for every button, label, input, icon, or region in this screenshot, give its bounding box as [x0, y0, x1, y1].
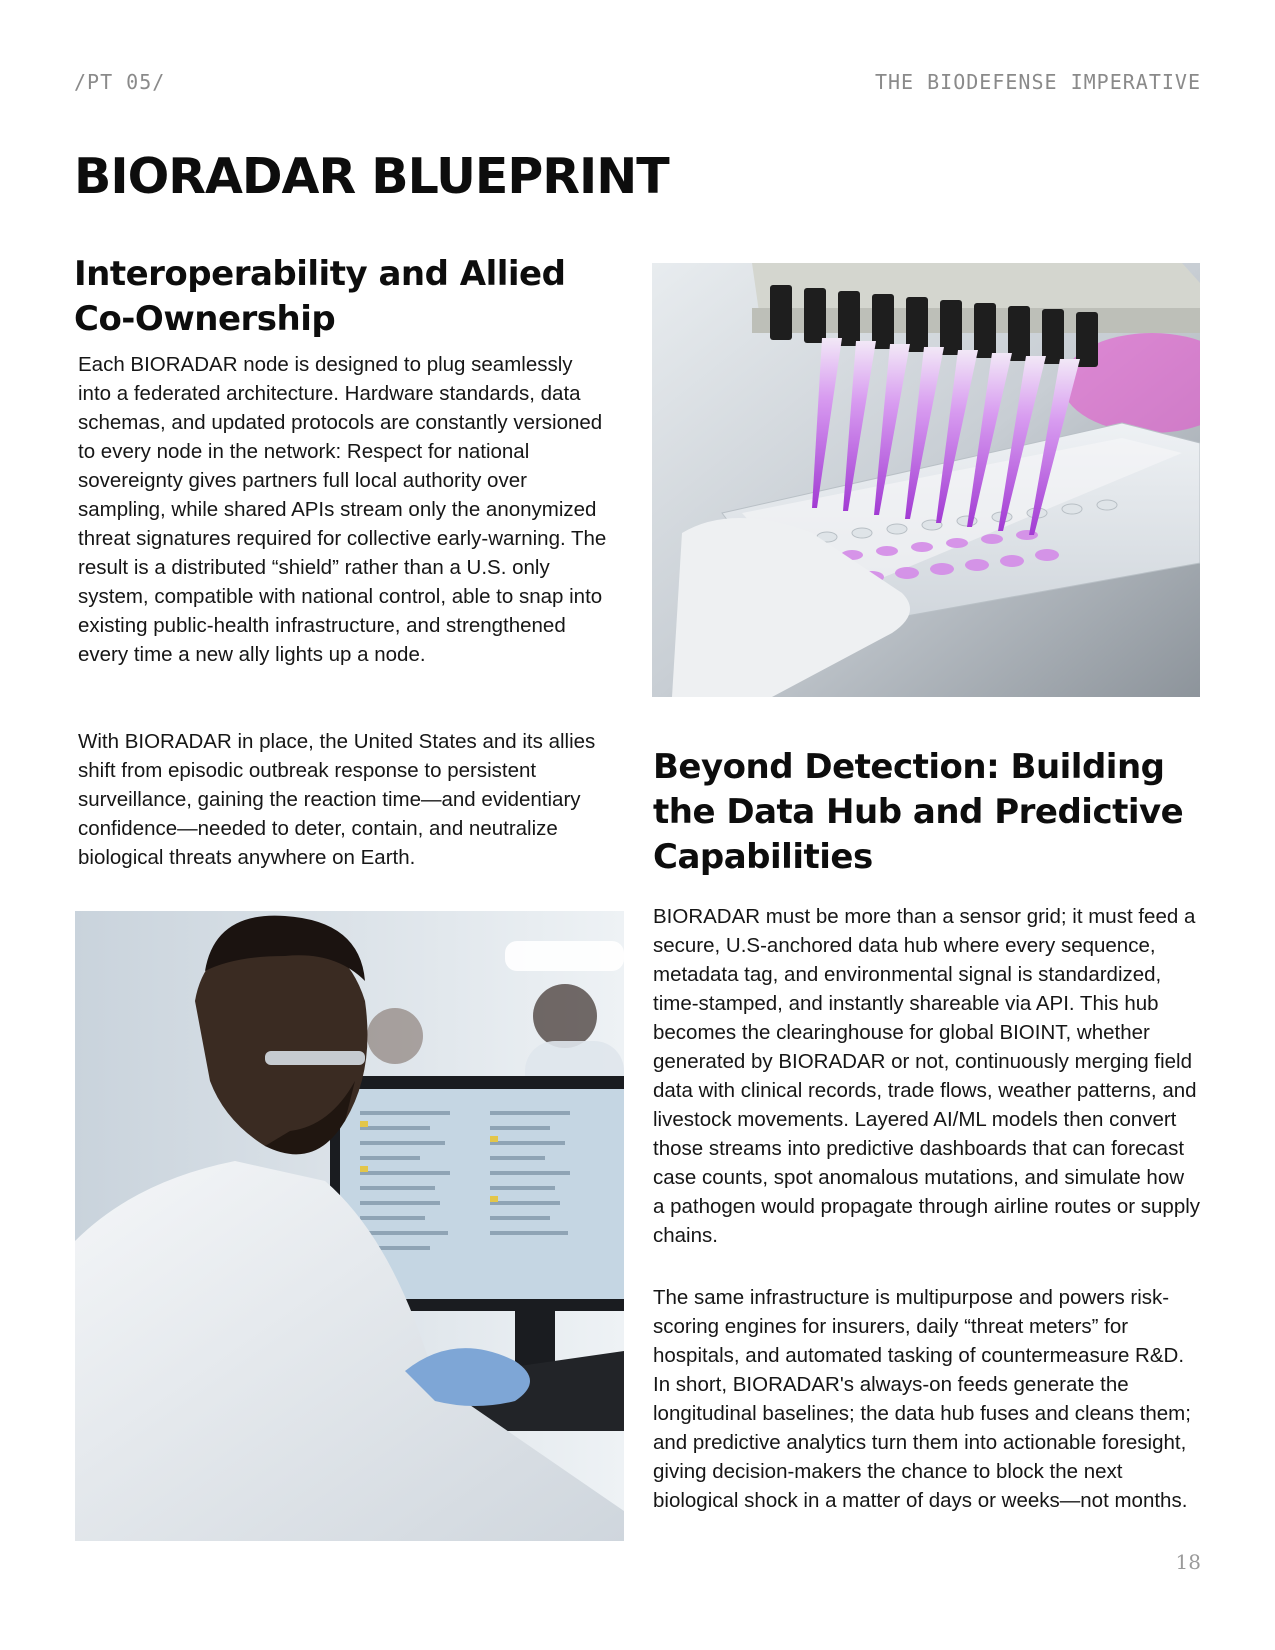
body-paragraph: With BIORADAR in place, the United States and its allies shift from episodic outbreak response to persistent surveillance, gaining the reaction time—and evidentiary confidence—needed to deter, contain, and neutralize biological threats anywhere on Earth. — [78, 730, 596, 869]
publication-title: THE BIODEFENSE IMPERATIVE — [874, 70, 1201, 94]
page-title: BIORADAR BLUEPRINT — [74, 148, 669, 205]
scientist-at-computer-photo — [75, 911, 624, 1541]
section-heading-beyond-detection: Beyond Detection: Building the Data Hub and Predictive Capabilities — [653, 747, 1184, 877]
section-code: /PT 05/ — [74, 70, 166, 94]
body-paragraph: Each BIORADAR node is designed to plug seamlessly into a federated architecture. Hardware standards, data schemas, and updated protocols are constantly versioned to every node in the network: Respect for national sovereignty gives partners full local authority over sampling, while shared APIs stream only the anonymized threat signatures required for collective early-warning. The result is a distributed “shield” rather than a U.S. only system, compatible with national control, able to snap into existing public-health infrastructure, and strengthened every time a new ally lights up a node. — [78, 353, 607, 666]
scientist-photo-graphic — [75, 911, 624, 1541]
body-paragraph: BIORADAR must be more than a sensor grid; it must feed a secure, U.S-anchored data hub where every sequence, metadata tag, and environmental signal is standardized, time-stamped, and instantly shareable via API. This hub becomes the clearinghouse for global BIOINT, whether generated by BIORADAR or not, continuously merging field data with clinical records, trade flows, weather patterns, and livestock movements. Layered AI/ML models then convert those streams into predictive dashboards that can forecast case counts, spot anomalous mutations, and simulate how a pathogen would propagate through airline routes or supply chains. — [653, 905, 1201, 1247]
section-heading-interoperability: Interoperability and Allied Co-Ownership — [74, 254, 566, 339]
pipette-photo-graphic — [652, 263, 1200, 697]
page-number: 18 — [1175, 1550, 1201, 1574]
pipette-well-plate-photo — [652, 263, 1200, 697]
body-paragraph: The same infrastructure is multipurpose and powers risk-scoring engines for insurers, daily “threat meters” for hospitals, and automated tasking of countermeasure R&D. In short, BIORADAR's always-on feeds generate the longitudinal baselines; the data hub fuses and cleans them; and predictive analytics turn them into actionable foresight, giving decision-makers the chance to block the next biological shock in a matter of days or weeks—not months. — [653, 1286, 1191, 1512]
